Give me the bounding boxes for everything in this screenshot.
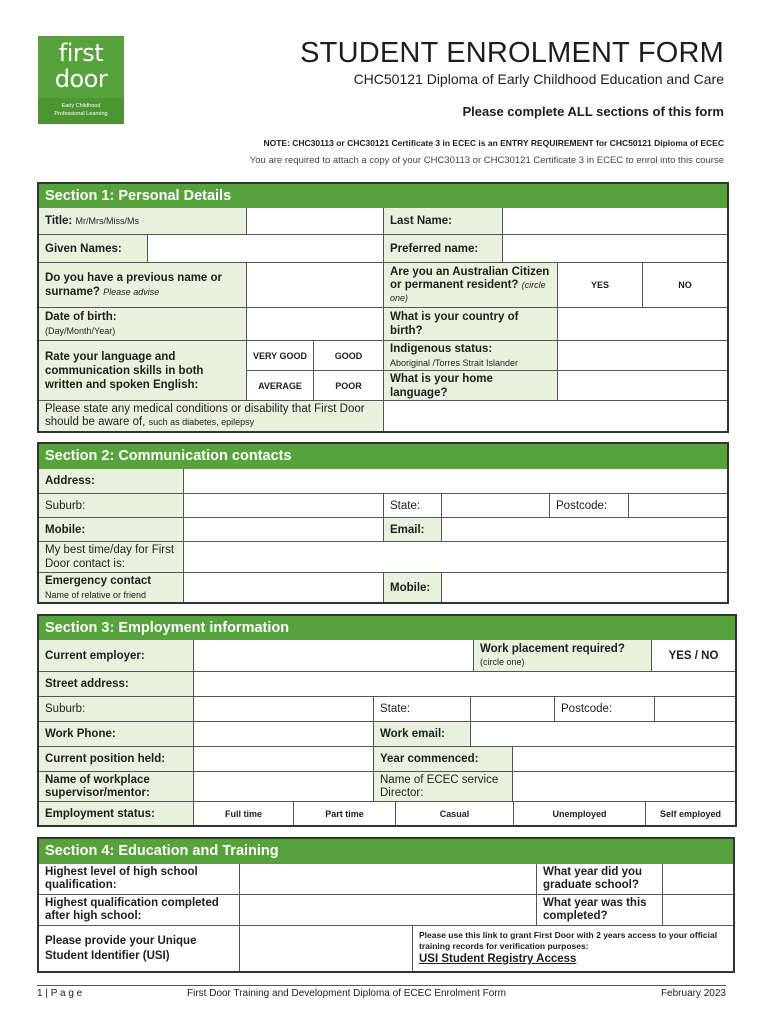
usi-registry-link[interactable]: USI Student Registry Access bbox=[419, 953, 577, 965]
email-label: Email: bbox=[384, 518, 442, 542]
street-address-label: Street address: bbox=[39, 672, 194, 697]
state-field[interactable] bbox=[442, 494, 550, 518]
dob-field[interactable] bbox=[247, 308, 384, 341]
form-title: STUDENT ENROLMENT FORM bbox=[300, 37, 724, 69]
home-language-field[interactable] bbox=[558, 371, 727, 401]
last-name-field[interactable] bbox=[503, 208, 727, 235]
given-names-field[interactable] bbox=[148, 235, 384, 263]
address-label: Address: bbox=[39, 469, 184, 494]
highest-after-school-field[interactable] bbox=[240, 895, 537, 926]
employer-state-label: State: bbox=[374, 697, 471, 722]
very-good-option[interactable]: VERY GOOD bbox=[247, 341, 314, 371]
citizen-yes-option[interactable]: YES bbox=[558, 263, 643, 308]
year-commenced-label: Year commenced: bbox=[374, 747, 513, 772]
section-communication-contacts bbox=[37, 442, 729, 604]
section-1-heading: Section 1: Personal Details bbox=[39, 184, 727, 208]
home-language-label: What is your home language? bbox=[384, 371, 558, 401]
director-label: Name of ECEC service Director: bbox=[374, 772, 513, 802]
street-address-field[interactable] bbox=[194, 672, 735, 697]
logo-tagline: Early Childhood Professional Learning bbox=[38, 98, 124, 124]
preferred-name-field[interactable] bbox=[503, 235, 727, 263]
section-education-training bbox=[37, 837, 735, 973]
suburb-label: Suburb: bbox=[39, 494, 184, 518]
employer-postcode-label: Postcode: bbox=[555, 697, 655, 722]
supervisor-label: Name of workplace supervisor/mentor: bbox=[39, 772, 194, 802]
given-names-label: Given Names: bbox=[39, 235, 148, 263]
work-phone-field[interactable] bbox=[194, 722, 374, 747]
language-skills-label: Rate your language and communication skills in both written and spoken English: bbox=[39, 341, 247, 401]
work-email-label: Work email: bbox=[374, 722, 471, 747]
supervisor-field[interactable] bbox=[194, 772, 374, 802]
medical-conditions-label: Please state any medical conditions or disability that First Door should be aware of, such as diabetes, epilepsy bbox=[39, 401, 384, 431]
emergency-mobile-field[interactable] bbox=[442, 573, 727, 602]
emergency-contact-field[interactable] bbox=[184, 573, 384, 602]
section-3-heading: Section 3: Employment information bbox=[39, 616, 735, 640]
postcode-field[interactable] bbox=[629, 494, 727, 518]
postcode-label: Postcode: bbox=[550, 494, 629, 518]
status-self-employed-option[interactable]: Self employed bbox=[659, 808, 722, 819]
complete-instruction: Please complete ALL sections of this form bbox=[462, 104, 724, 119]
average-option[interactable]: AVERAGE bbox=[247, 371, 314, 401]
graduate-year-label: What year did you graduate school? bbox=[537, 864, 663, 895]
attach-instruction: You are required to attach a copy of your CHC30113 or CHC30121 Certificate 3 in ECEC to enrol into this course bbox=[249, 155, 724, 166]
work-phone-label: Work Phone: bbox=[39, 722, 194, 747]
highest-school-label: Highest level of high school qualification: bbox=[39, 864, 240, 895]
entry-requirement-note: NOTE: CHC30113 or CHC30121 Certificate 3 in ECEC is an ENTRY REQUIREMENT for CHC50121 Diploma of ECEC bbox=[263, 138, 724, 148]
indigenous-status-field[interactable] bbox=[558, 341, 727, 371]
employer-suburb-label: Suburb: bbox=[39, 697, 194, 722]
position-held-label: Current position held: bbox=[39, 747, 194, 772]
page-number: 1 | P a g e bbox=[37, 988, 83, 999]
footer-document-name: First Door Training and Development Diploma of ECEC Enrolment Form bbox=[187, 988, 507, 999]
preferred-name-label: Preferred name: bbox=[384, 235, 503, 263]
completed-year-field[interactable] bbox=[663, 895, 733, 926]
work-email-field[interactable] bbox=[471, 722, 735, 747]
mobile-field[interactable] bbox=[184, 518, 384, 542]
best-time-field[interactable] bbox=[184, 542, 727, 573]
citizen-no-option[interactable]: NO bbox=[643, 263, 727, 308]
employer-state-field[interactable] bbox=[471, 697, 555, 722]
section-2-heading: Section 2: Communication contacts bbox=[39, 444, 727, 469]
current-employer-field[interactable] bbox=[194, 640, 474, 672]
emergency-mobile-label: Mobile: bbox=[384, 573, 442, 602]
dob-label: Date of birth: (Day/Month/Year) bbox=[39, 308, 247, 341]
section-personal-details bbox=[37, 182, 729, 433]
first-door-logo bbox=[38, 36, 124, 124]
previous-name-label: Do you have a previous name or surname? Please advise bbox=[39, 263, 247, 308]
citizen-question: Are you an Australian Citizen or permanent resident? (circle one) bbox=[384, 263, 558, 308]
mobile-label: Mobile: bbox=[39, 518, 184, 542]
highest-school-field[interactable] bbox=[240, 864, 537, 895]
email-field[interactable] bbox=[442, 518, 727, 542]
work-placement-yes-no[interactable]: YES / NO bbox=[652, 640, 735, 672]
good-option[interactable]: GOOD bbox=[314, 341, 384, 371]
highest-after-school-label: Highest qualification completed after high school: bbox=[39, 895, 240, 926]
status-part-time-option[interactable]: Part time bbox=[294, 802, 396, 825]
status-casual-option[interactable]: Casual bbox=[396, 802, 514, 825]
usi-field[interactable] bbox=[240, 926, 413, 971]
logo-line-1: first bbox=[58, 39, 104, 67]
logo-line-2: door bbox=[54, 65, 108, 93]
usi-note: Please use this link to grant First Door with 2 years access to your official training records for verification purposes: USI Student Registry Access bbox=[413, 926, 733, 971]
address-field[interactable] bbox=[184, 469, 727, 494]
emergency-contact-label: Emergency contact Name of relative or friend bbox=[39, 573, 184, 602]
position-held-field[interactable] bbox=[194, 747, 374, 772]
state-label: State: bbox=[384, 494, 442, 518]
employer-postcode-field[interactable] bbox=[655, 697, 735, 722]
completed-year-label: What year was this completed? bbox=[537, 895, 663, 926]
usi-label: Please provide your Unique Student Identifier (USI) bbox=[39, 926, 240, 971]
course-subtitle: CHC50121 Diploma of Early Childhood Education and Care bbox=[353, 71, 724, 87]
last-name-label: Last Name: bbox=[384, 208, 503, 235]
graduate-year-field[interactable] bbox=[663, 864, 733, 895]
suburb-field[interactable] bbox=[184, 494, 384, 518]
title-label: Title: Mr/Mrs/Miss/Ms bbox=[39, 208, 247, 235]
medical-conditions-field[interactable] bbox=[384, 401, 727, 431]
country-of-birth-field[interactable] bbox=[558, 308, 727, 341]
year-commenced-field[interactable] bbox=[513, 747, 735, 772]
current-employer-label: Current employer: bbox=[39, 640, 194, 672]
footer-date: February 2023 bbox=[660, 988, 726, 999]
poor-option[interactable]: POOR bbox=[314, 371, 384, 401]
employment-status-label: Employment status: bbox=[39, 802, 194, 825]
employer-suburb-field[interactable] bbox=[194, 697, 374, 722]
status-unemployed-option[interactable]: Unemployed bbox=[514, 802, 646, 825]
previous-name-field[interactable] bbox=[247, 263, 384, 308]
status-full-time-option[interactable]: Full time bbox=[194, 802, 294, 825]
section-employment-information bbox=[37, 614, 737, 827]
title-field[interactable] bbox=[247, 208, 384, 235]
country-of-birth-label: What is your country of birth? bbox=[384, 308, 558, 341]
work-placement-label: Work placement required? (circle one) bbox=[474, 640, 652, 672]
best-time-label: My best time/day for First Door contact is: bbox=[39, 542, 184, 573]
page-footer bbox=[37, 985, 726, 1001]
director-field[interactable] bbox=[513, 772, 735, 802]
section-4-heading: Section 4: Education and Training bbox=[39, 839, 733, 864]
indigenous-status-label: Indigenous status: Aboriginal /Torres Strait Islander bbox=[384, 341, 558, 371]
